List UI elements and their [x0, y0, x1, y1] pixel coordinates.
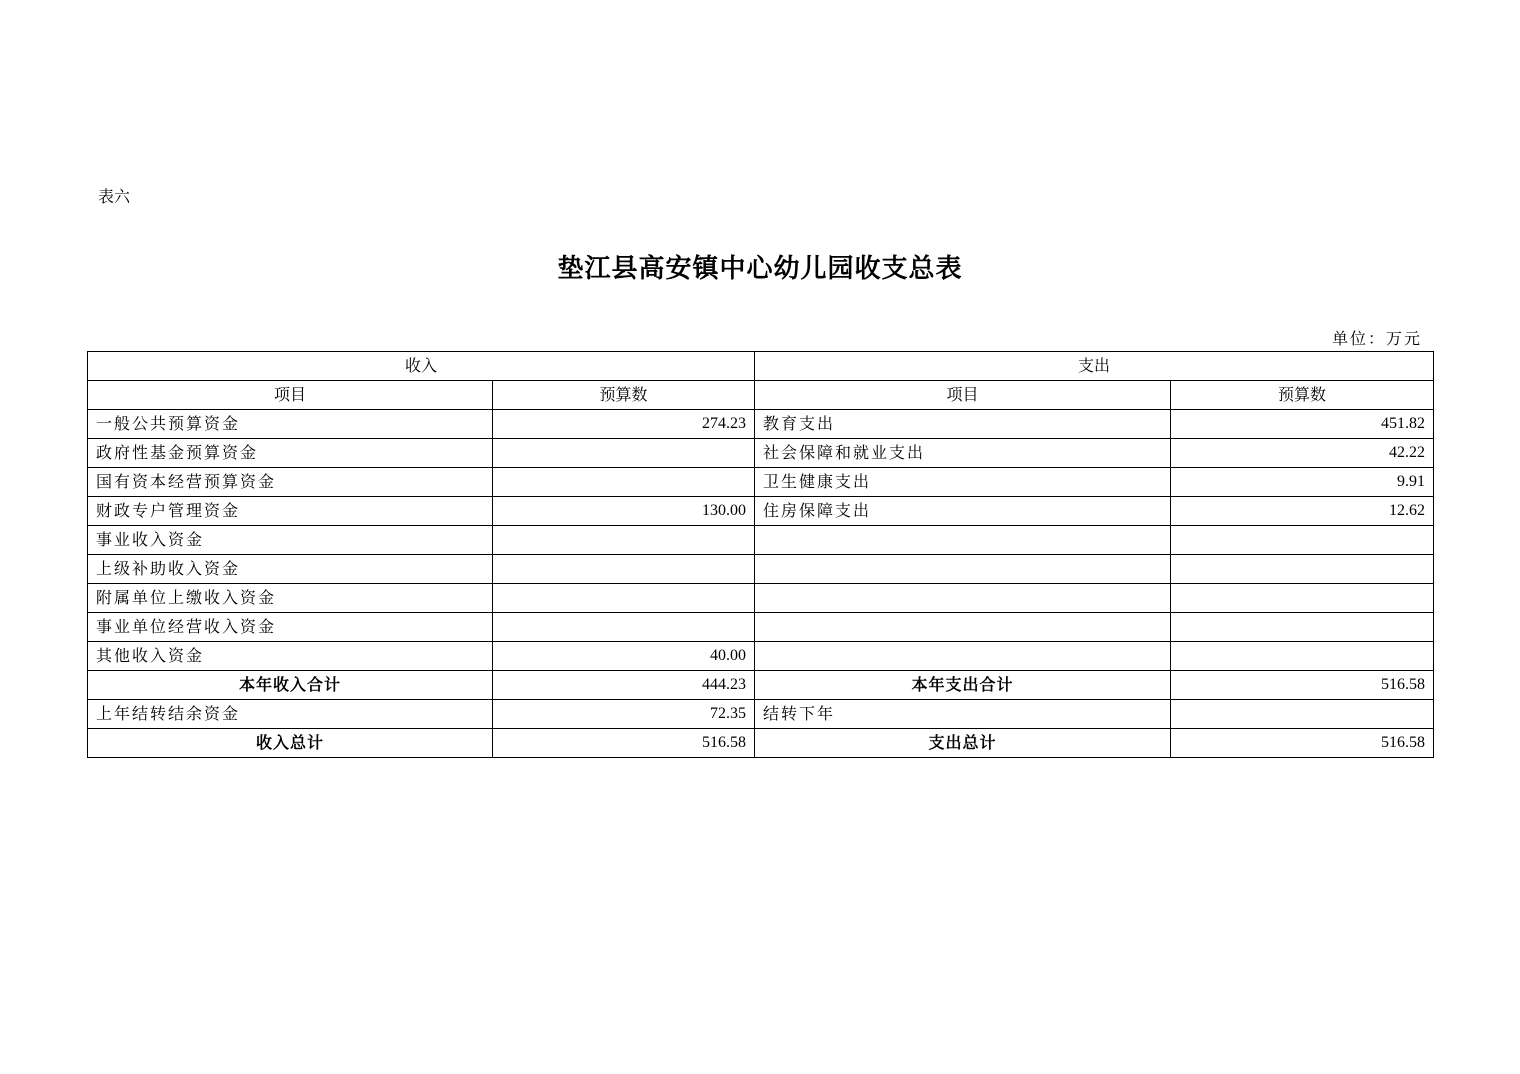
income-value: 40.00	[493, 642, 755, 671]
table-label: 表六	[98, 187, 131, 206]
expense-item	[755, 642, 1171, 671]
income-value	[493, 584, 755, 613]
income-item: 一般公共预算资金	[88, 410, 493, 439]
expense-value: 451.82	[1171, 410, 1434, 439]
expense-item: 结转下年	[755, 700, 1171, 729]
expense-item: 社会保障和就业支出	[755, 439, 1171, 468]
expense-value	[1171, 613, 1434, 642]
section-header-row	[88, 352, 1434, 381]
income-value	[493, 526, 755, 555]
income-item: 事业收入资金	[88, 526, 493, 555]
column-header-row	[88, 381, 1434, 410]
expense-item	[755, 584, 1171, 613]
table-row	[88, 584, 1434, 613]
expense-item	[755, 613, 1171, 642]
income-value: 130.00	[493, 497, 755, 526]
expense-item-header: 项目	[755, 381, 1171, 410]
income-value	[493, 613, 755, 642]
table-row	[88, 700, 1434, 729]
income-value	[493, 439, 755, 468]
page-title: 垫江县高安镇中心幼儿园收支总表	[557, 254, 963, 284]
income-value: 274.23	[493, 410, 755, 439]
expense-total-value: 516.58	[1171, 729, 1434, 758]
income-item: 附属单位上缴收入资金	[88, 584, 493, 613]
income-item: 事业单位经营收入资金	[88, 613, 493, 642]
income-item: 国有资本经营预算资金	[88, 468, 493, 497]
income-item: 上级补助收入资金	[88, 555, 493, 584]
expense-item: 卫生健康支出	[755, 468, 1171, 497]
income-value	[493, 555, 755, 584]
expense-item: 住房保障支出	[755, 497, 1171, 526]
grand-total-row	[88, 729, 1434, 758]
expense-budget-header: 预算数	[1171, 381, 1434, 410]
table-row	[88, 439, 1434, 468]
income-subtotal-value: 444.23	[493, 671, 755, 700]
expense-item	[755, 555, 1171, 584]
table-row	[88, 468, 1434, 497]
expense-value: 42.22	[1171, 439, 1434, 468]
expense-value: 12.62	[1171, 497, 1434, 526]
income-item-header: 项目	[88, 381, 493, 410]
income-header: 收入	[88, 352, 755, 381]
expense-subtotal-value: 516.58	[1171, 671, 1434, 700]
budget-table	[87, 351, 1434, 758]
expense-item: 教育支出	[755, 410, 1171, 439]
unit-label: 单位：万元	[1331, 329, 1422, 348]
income-total-value: 516.58	[493, 729, 755, 758]
income-item: 财政专户管理资金	[88, 497, 493, 526]
expense-total-label: 支出总计	[755, 729, 1171, 758]
table-row	[88, 555, 1434, 584]
table-row	[88, 410, 1434, 439]
expense-value	[1171, 584, 1434, 613]
expense-value: 9.91	[1171, 468, 1434, 497]
income-item: 政府性基金预算资金	[88, 439, 493, 468]
income-value	[493, 468, 755, 497]
expense-subtotal-label: 本年支出合计	[755, 671, 1171, 700]
expense-header: 支出	[755, 352, 1434, 381]
table-row	[88, 526, 1434, 555]
expense-value	[1171, 700, 1434, 729]
subtotal-row	[88, 671, 1434, 700]
income-item: 其他收入资金	[88, 642, 493, 671]
table-row	[88, 613, 1434, 642]
expense-value	[1171, 526, 1434, 555]
income-value: 72.35	[493, 700, 755, 729]
table-row	[88, 497, 1434, 526]
expense-value	[1171, 555, 1434, 584]
expense-value	[1171, 642, 1434, 671]
expense-item	[755, 526, 1171, 555]
income-budget-header: 预算数	[493, 381, 755, 410]
income-subtotal-label: 本年收入合计	[88, 671, 493, 700]
income-item: 上年结转结余资金	[88, 700, 493, 729]
income-total-label: 收入总计	[88, 729, 493, 758]
table-row	[88, 642, 1434, 671]
